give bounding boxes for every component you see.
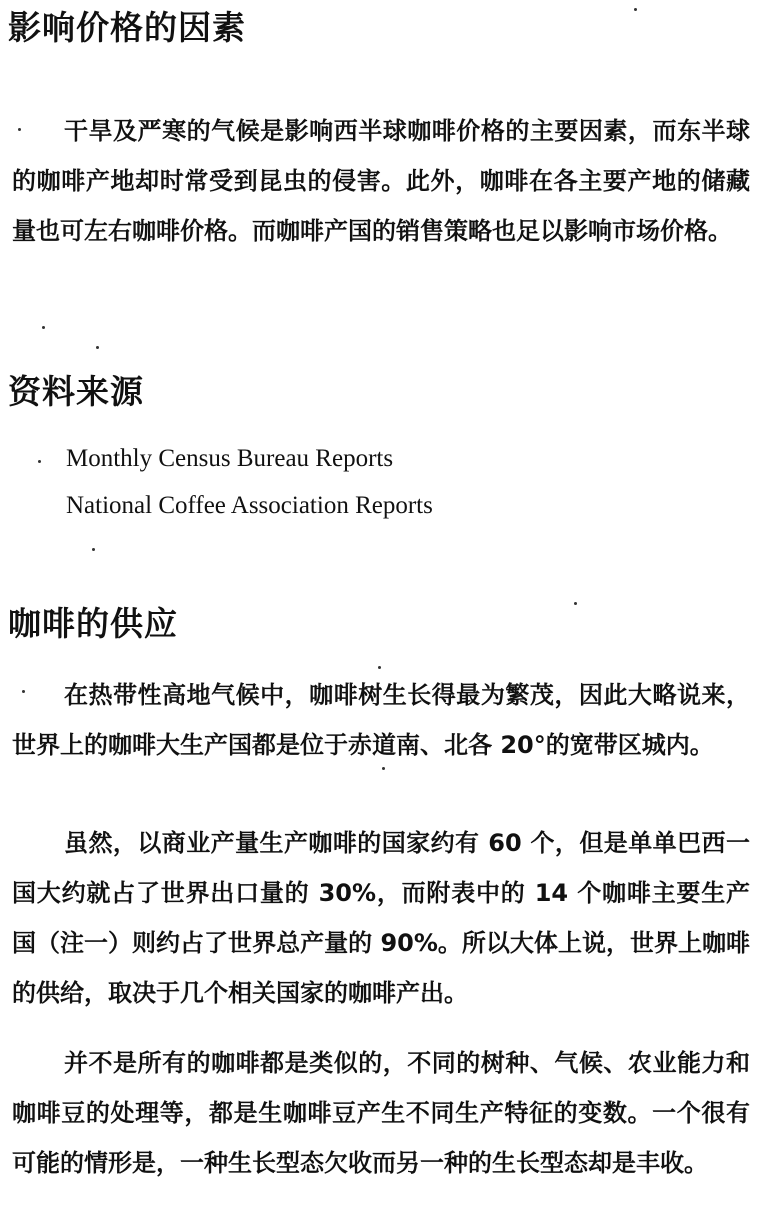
scan-speck	[18, 128, 21, 131]
source-item: National Coffee Association Reports	[66, 492, 433, 519]
scan-speck	[634, 8, 637, 11]
scan-speck	[38, 460, 41, 463]
scan-speck	[92, 548, 95, 551]
scan-speck	[22, 690, 25, 693]
scan-speck	[42, 326, 45, 329]
scan-speck	[96, 346, 99, 349]
paragraph-supply-producers: 虽然，以商业产量生产咖啡的国家约有 60 个，但是单单巴西一国大约就占了世界出口量的 30%，而附表中的 14 个咖啡主要生产国（注一）则约占了世界总产量的 90%。所以大体上说，世界上咖啡的供给，取决于几个相关国家的咖啡产出。	[12, 829, 750, 1007]
scan-speck	[382, 767, 385, 770]
paragraph-supply-climate: 在热带性高地气候中，咖啡树生长得最为繁茂，因此大略说来，世界上的咖啡大生产国都是位于赤道南、北各 20°的宽带区城内。	[12, 681, 750, 759]
scan-speck	[378, 666, 381, 669]
source-item: Monthly Census Bureau Reports	[66, 445, 394, 472]
heading-coffee-supply: 咖啡的供应	[8, 604, 178, 643]
heading-price-factors: 影响价格的因素	[8, 8, 246, 47]
scan-speck	[574, 602, 577, 605]
heading-sources: 资料来源	[8, 372, 144, 411]
paragraph-price-factors: 干旱及严寒的气候是影响西半球咖啡价格的主要因素，而东半球的咖啡产地却时常受到昆虫的侵害。此外，咖啡在各主要产地的储藏量也可左右咖啡价格。而咖啡产国的销售策略也足以影响市场价格。	[12, 117, 750, 245]
paragraph-supply-variation: 并不是所有的咖啡都是类似的，不同的树种、气候、农业能力和咖啡豆的处理等，都是生咖啡豆产生不同生产特征的变数。一个很有可能的情形是，一种生长型态欠收而另一种的生长型态却是丰收。	[12, 1049, 750, 1177]
